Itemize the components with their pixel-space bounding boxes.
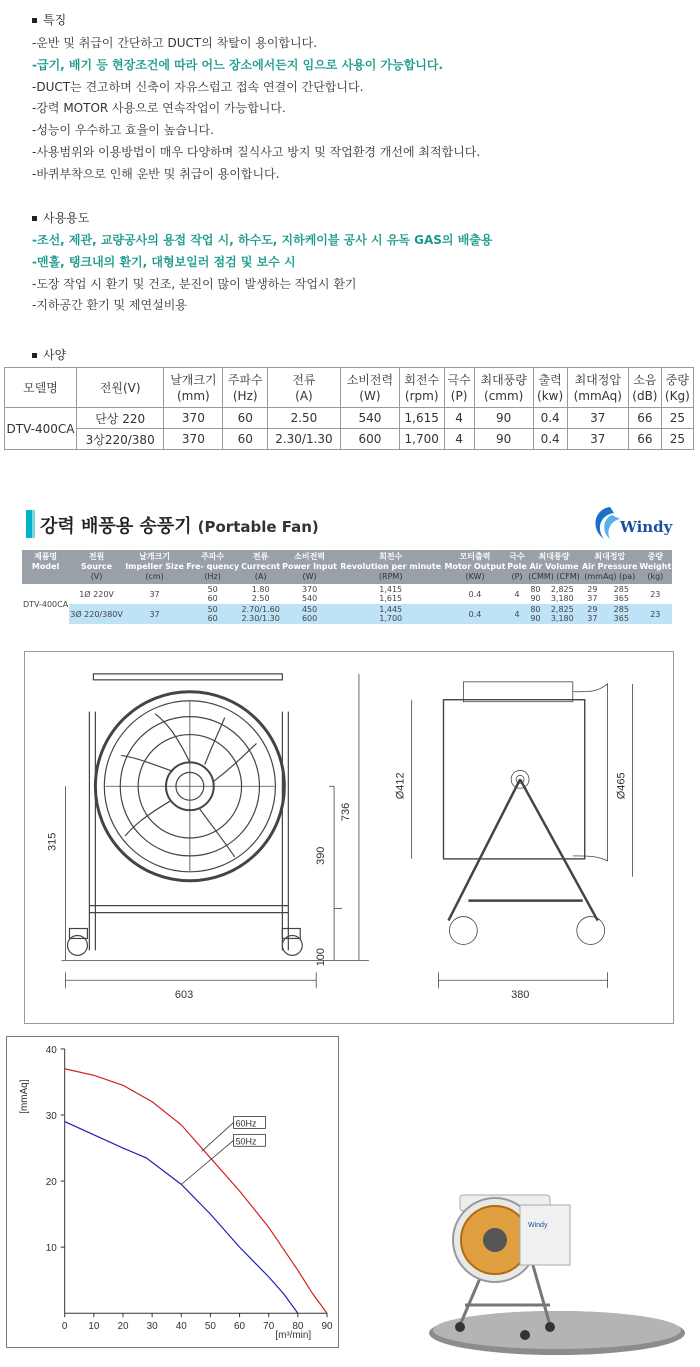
spec2-header-en: Currecnt — [241, 562, 281, 571]
usage-line: -맨홀, 탱크내의 환기, 대형보일러 점검 및 보수 시 — [32, 255, 296, 269]
spec-cell: 4 — [444, 429, 474, 450]
spec2-cell-hz: 50 60 — [185, 604, 240, 624]
spec2-row — [22, 584, 672, 604]
spec2-cell-pole: 4 — [507, 584, 527, 604]
spec2-header-unit: (P) — [511, 572, 523, 581]
spec-cell: 4 — [444, 408, 474, 429]
y-axis-label: [mmAq] — [18, 1079, 30, 1114]
spec2-header-cell — [443, 550, 507, 584]
spec-table-english — [22, 550, 672, 624]
product-photo — [420, 1185, 695, 1360]
spec2-cell-size: 37 — [124, 584, 185, 604]
dim-outer-dia: Ø465 — [615, 772, 628, 800]
spec2-cell-pa: 285 365 — [604, 584, 639, 604]
spec2-model-cell: DTV-400CA — [22, 584, 69, 624]
spec2-header-unit: (Hz) — [204, 572, 221, 581]
spec-cell: 0.4 — [533, 429, 567, 450]
spec2-header-cell — [581, 550, 639, 584]
x-tick-label: 10 — [88, 1321, 100, 1333]
spec-cell: 25 — [661, 429, 693, 450]
spec2-cell-size: 37 — [124, 604, 185, 624]
spec2-header-ko: 모터출력 — [459, 552, 491, 561]
series-line-50Hz — [65, 1122, 298, 1314]
spec2-header-en: Air Volume — [529, 562, 579, 571]
performance-chart — [6, 1036, 339, 1348]
spec-header-cell: 최대정압 (mmAq) — [567, 368, 629, 408]
spec2-cell-mmaq: 29 37 — [581, 584, 604, 604]
logo-text: Windy — [620, 518, 673, 536]
spec-cell: 2.50 — [268, 408, 341, 429]
front-handle — [93, 674, 282, 680]
dim-axis-height: 390 — [315, 846, 328, 865]
spec-cell: 600 — [340, 429, 399, 450]
spec2-header-cell — [185, 550, 240, 584]
spec2-header-en: Fre- quency — [186, 562, 240, 571]
feature-line: -급기, 배기 등 현장조건에 따라 어느 장소에서든지 임으로 사용이 가능합니다. — [32, 58, 444, 72]
spec2-header-unit: (mmAq) (pa) — [584, 572, 636, 581]
spec2-cell-pole: 4 — [507, 604, 527, 624]
spec2-cell-current: 2.70/1.60 2.30/1.30 — [241, 605, 280, 623]
usage-heading: 사용용도 — [32, 209, 89, 226]
side-body — [443, 700, 584, 859]
spec-cell: 90 — [474, 429, 533, 450]
dim-side-width: 380 — [511, 989, 530, 1002]
dim-mid-height: 315 — [46, 832, 59, 851]
spec2-cell-rpm: 1,445 1,700 — [338, 604, 443, 624]
spec-header-cell: 최대풍량 (cmm) — [474, 368, 533, 408]
spec-cell: 370 — [164, 429, 223, 450]
spec2-header-unit: (W) — [302, 572, 317, 581]
spec2-header-unit: (CMM) (CFM) — [528, 572, 580, 581]
y-tick-label: 30 — [45, 1110, 57, 1122]
spec-header-cell: 극수 (P) — [444, 368, 474, 408]
spec2-cell-source: 3Ø 220/380V — [69, 604, 124, 624]
spec2-header-cell — [527, 550, 581, 584]
spec2-header-en: Impeller Size — [125, 562, 184, 571]
spec2-cell-kw: 0.4 — [443, 604, 507, 624]
feature-line: -운반 및 취급이 간단하고 DUCT의 착탈이 용이합니다. — [32, 36, 318, 50]
spec2-cell-source: 1Ø 220V — [69, 584, 124, 604]
spec2-header-en: Source — [81, 562, 113, 571]
spec-cell: 37 — [567, 408, 629, 429]
spec-heading: 사양 — [32, 346, 66, 363]
spec-cell: 66 — [629, 429, 662, 450]
legend-leader — [202, 1122, 234, 1151]
features-heading: 특징 — [32, 11, 66, 28]
bullet-square-icon — [32, 18, 37, 23]
spec-cell: 1,615 — [399, 408, 444, 429]
spec2-cell-cmm: 80 90 — [527, 604, 544, 624]
spec-cell: 1,700 — [399, 429, 444, 450]
spec-header-row — [5, 368, 694, 408]
spec2-header-cell — [639, 550, 672, 584]
spec-cell: 66 — [629, 408, 662, 429]
spec2-header-cell — [240, 550, 281, 584]
spec2-header-en: Motor Output — [444, 562, 506, 571]
spec-header-cell: 출력 (kw) — [533, 368, 567, 408]
spec2-header-ko: 최대풍량 — [538, 552, 570, 561]
dim-front-width: 603 — [174, 989, 194, 1002]
spec-cell: 90 — [474, 408, 533, 429]
usage-line: -지하공간 환기 및 제연설비용 — [32, 298, 187, 312]
spec2-cell-cfm: 2,825 3,180 — [544, 604, 581, 624]
spec-header-cell: 전원(V) — [77, 368, 164, 408]
usage-line: -조선, 제관, 교량공사의 용접 작업 시, 하수도, 지하케이블 공사 시 유독 GAS의 배출용 — [32, 233, 493, 247]
spec2-header-ko: 회전수 — [379, 552, 403, 561]
spec2-header-ko: 소비전력 — [294, 552, 326, 561]
spec-header-cell: 소비전력 (W) — [340, 368, 399, 408]
x-tick-label: 50 — [204, 1321, 216, 1333]
spec2-cell-mmaq: 29 37 — [581, 604, 604, 624]
dim-base-height: 100 — [315, 948, 328, 967]
spec2-header-ko: 중량 — [647, 552, 664, 561]
spec-header-cell: 모델명 — [5, 368, 77, 408]
spec2-header-unit: (V) — [90, 572, 103, 581]
spec2-cell-power: 370 540 — [281, 584, 338, 604]
spec2-header-cell — [69, 550, 124, 584]
photo-logo-text: Windy — [528, 1222, 548, 1229]
spec2-row — [22, 604, 672, 624]
spec-row — [5, 429, 694, 450]
spec2-header-en: Pole — [507, 562, 527, 571]
feature-line: -강력 MOTOR 사용으로 연속작업이 가능합니다. — [32, 101, 286, 115]
feature-line: -바퀴부착으로 인해 운반 및 취급이 용이합니다. — [32, 167, 280, 181]
x-tick-label: 80 — [292, 1321, 304, 1333]
spec-cell: 370 — [164, 408, 223, 429]
spec2-cell-cmm: 80 90 — [527, 584, 544, 604]
spec-header-cell: 회전수 (rpm) — [399, 368, 444, 408]
spec2-header-en: Air Pressure — [581, 562, 638, 571]
dimension-drawing — [24, 651, 674, 1024]
product-title: 강력 배풍용 송풍기 (Portable Fan) — [40, 516, 319, 537]
spec2-header-ko: 제품명 — [33, 552, 58, 561]
x-tick-label: 0 — [61, 1321, 68, 1333]
series-line-60Hz — [65, 1069, 327, 1313]
spec2-header-cell — [507, 550, 527, 584]
x-tick-label: 70 — [263, 1321, 275, 1333]
spec2-header-unit: (KW) — [465, 572, 485, 581]
spec2-header-cell — [124, 550, 185, 584]
spec2-header-ko: 극수 — [509, 552, 525, 561]
feature-line: -사용범위와 이용방법이 매우 다양하며 질식사고 방지 및 작업환경 개선에 최적합니다. — [32, 145, 481, 159]
x-tick-label: 90 — [321, 1321, 333, 1333]
spec2-cell-cfm: 2,825 3,180 — [544, 584, 581, 604]
feature-line: -DUCT는 견고하며 신축이 자유스럽고 접속 연결이 간단합니다. — [32, 80, 364, 94]
spec2-header-unit: (kg) — [647, 572, 664, 581]
spec2-header-ko: 날개크기 — [139, 552, 170, 561]
spec2-header-cell — [22, 550, 69, 584]
spec2-header-en: Weight — [639, 562, 672, 571]
spec-row — [5, 408, 694, 429]
spec2-cell-hz: 50 60 — [185, 584, 240, 604]
spec-cell: 540 — [340, 408, 399, 429]
legend-label: 60Hz — [235, 1118, 257, 1129]
spec-header-cell: 중량 (Kg) — [661, 368, 693, 408]
y-tick-label: 10 — [45, 1243, 57, 1255]
x-tick-label: 30 — [146, 1321, 158, 1333]
y-tick-label: 20 — [45, 1177, 57, 1189]
spec2-cell-kg: 23 — [639, 604, 672, 624]
bullet-square-icon — [32, 216, 37, 221]
spec2-cell-pa: 285 365 — [604, 604, 639, 624]
legend-leader — [181, 1140, 233, 1184]
spec2-cell-kw: 0.4 — [443, 584, 507, 604]
spec-cell: 단상 220 — [77, 408, 164, 429]
spec-cell: 0.4 — [533, 408, 567, 429]
spec-table — [4, 367, 694, 450]
spec2-cell-kg: 23 — [639, 584, 672, 604]
x-tick-label: 60 — [234, 1321, 246, 1333]
feature-line: -성능이 우수하고 효율이 높습니다. — [32, 123, 214, 137]
x-tick-label: 20 — [117, 1321, 129, 1333]
spec-cell: 60 — [223, 408, 268, 429]
spec-header-cell: 주파수 (Hz) — [223, 368, 268, 408]
bullet-square-icon — [32, 353, 37, 358]
spec-model-cell: DTV-400CA — [5, 408, 77, 450]
spec2-header-ko: 주파수 — [201, 552, 225, 561]
side-handle — [463, 682, 572, 702]
y-tick-label: 40 — [45, 1044, 57, 1056]
spec2-header-unit: (RPM) — [378, 572, 403, 581]
spec2-header-row — [22, 550, 672, 584]
usage-line: -도장 작업 시 환기 및 건조, 분진이 많이 발생하는 작업시 환기 — [32, 277, 357, 291]
spec2-header-cell — [338, 550, 443, 584]
spec-cell: 3상220/380 — [77, 429, 164, 450]
spec2-header-ko: 전원 — [88, 552, 105, 561]
spec-cell: 25 — [661, 408, 693, 429]
spec2-header-en: Power Input — [282, 562, 337, 571]
spec2-header-ko: 전류 — [252, 552, 269, 561]
spec-header-cell: 소음 (dB) — [629, 368, 662, 408]
spec-cell: 37 — [567, 429, 629, 450]
title-bar-accent-light — [32, 510, 35, 538]
spec2-header-ko: 최대정압 — [594, 552, 626, 561]
spec-cell: 2.30/1.30 — [268, 429, 341, 450]
x-axis-label: [m³/min] — [275, 1330, 312, 1342]
spec2-cell-current: 1.80 2.50 — [240, 584, 281, 604]
x-tick-label: 40 — [175, 1321, 187, 1333]
spec2-header-en: Model — [31, 562, 60, 571]
spec2-cell-power: 450 600 — [281, 604, 338, 624]
dim-inner-dia: Ø412 — [394, 772, 407, 800]
spec2-header-unit: (A) — [254, 572, 267, 581]
spec-header-cell: 전류 (A) — [268, 368, 341, 408]
legend-label: 50Hz — [235, 1136, 257, 1147]
spec-header-cell: 날개크기 (mm) — [164, 368, 223, 408]
spec-cell: 60 — [223, 429, 268, 450]
spec2-header-en: Revolution per minute — [340, 562, 442, 571]
spec2-cell-rpm: 1,415 1,615 — [338, 584, 443, 604]
spec2-header-cell — [281, 550, 338, 584]
spec2-header-unit: (cm) — [145, 572, 164, 581]
dim-total-height: 736 — [340, 802, 352, 822]
